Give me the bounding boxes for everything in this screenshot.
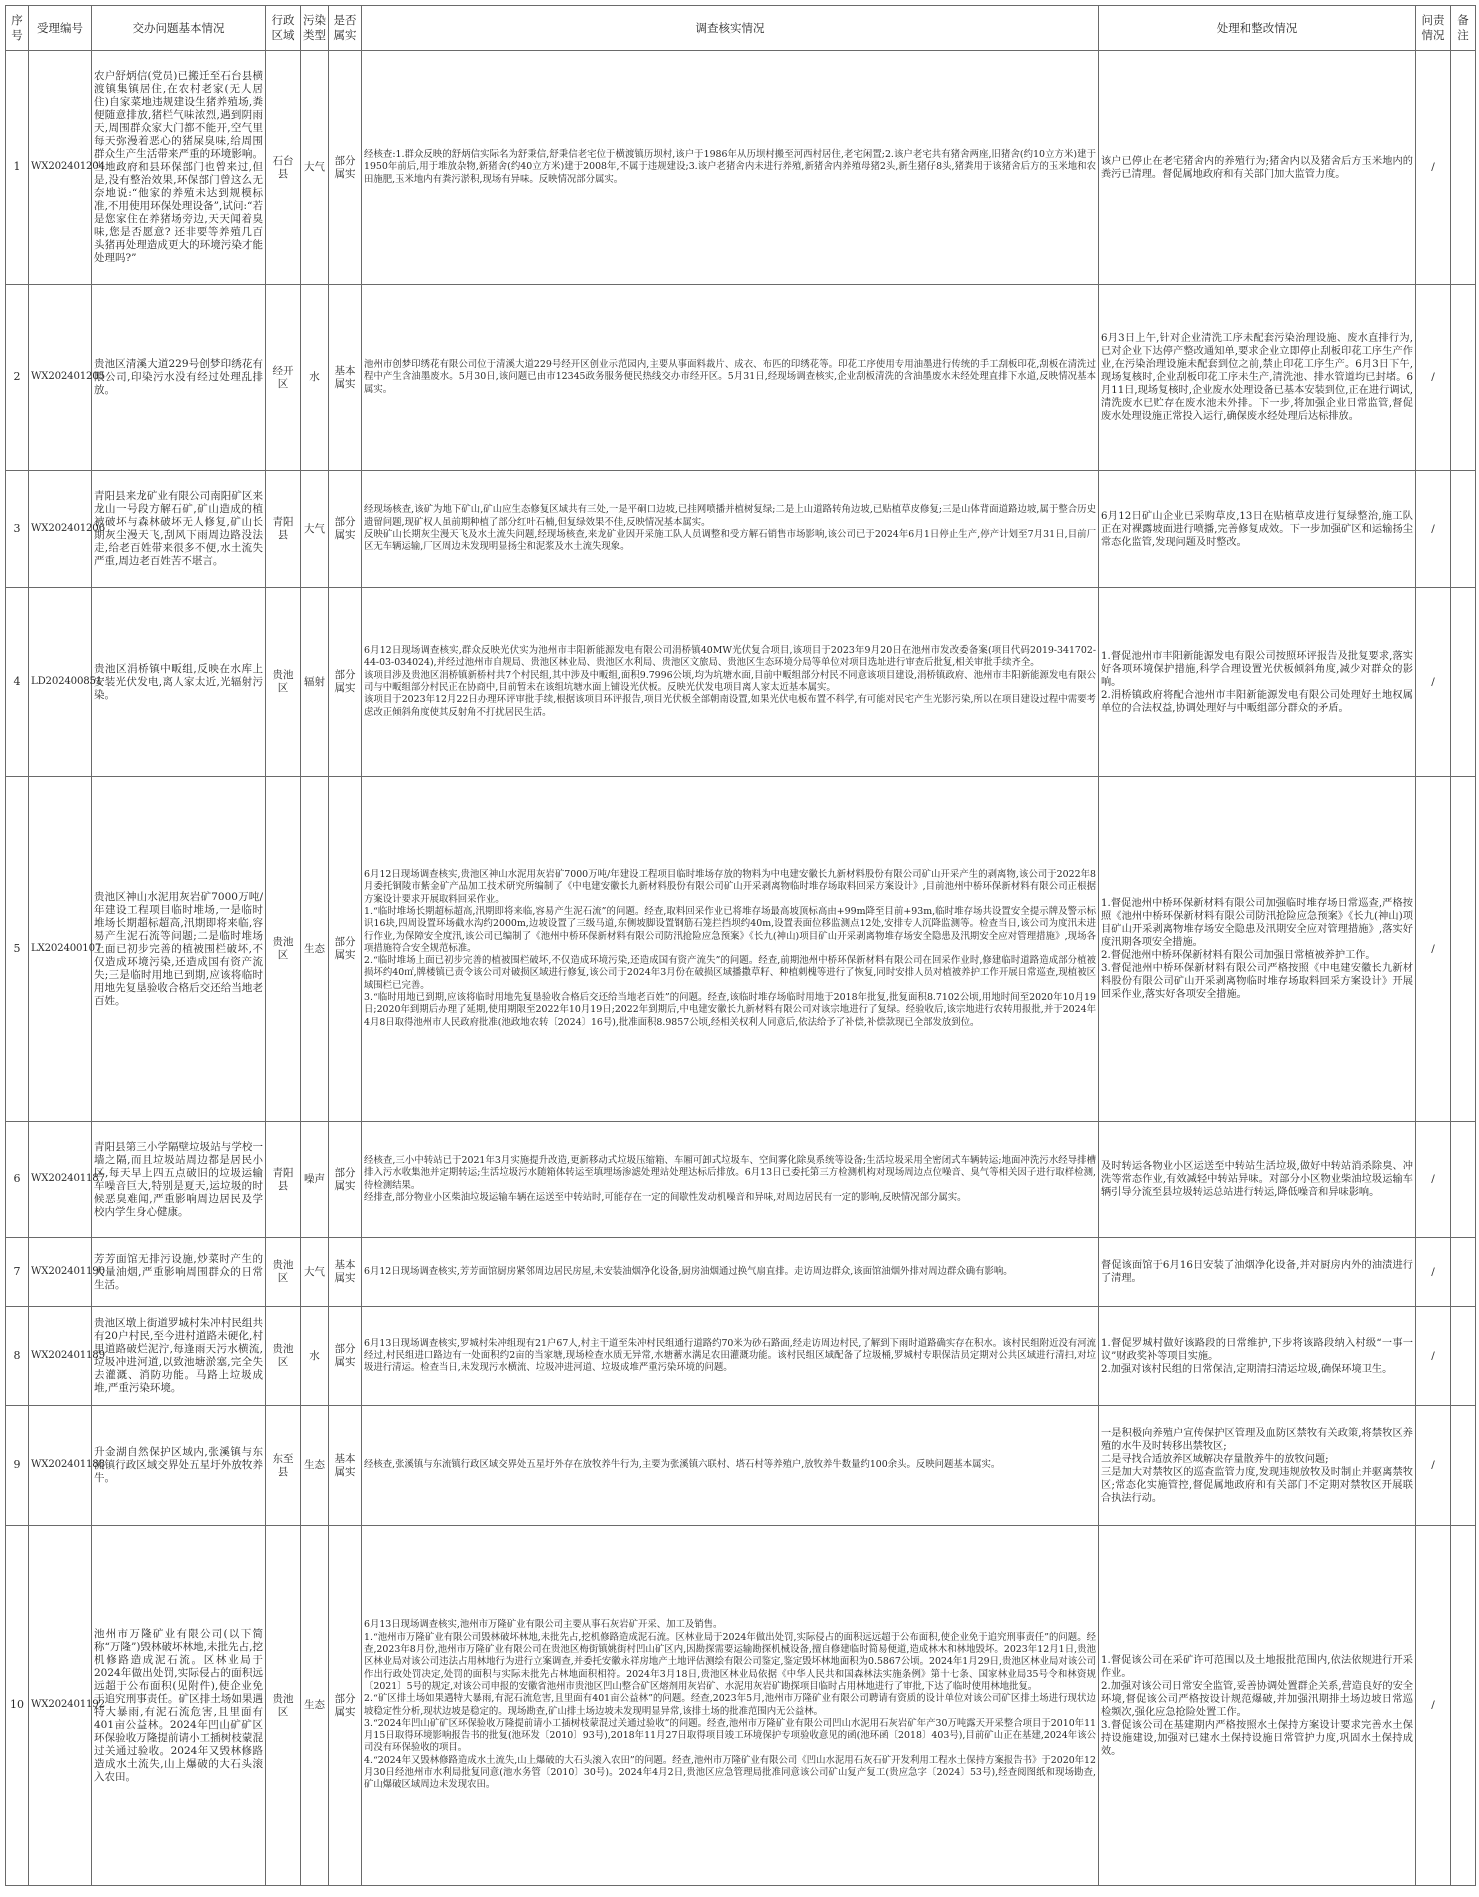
cell-accountability: / [1416, 1526, 1451, 1886]
cell-notes [1451, 1238, 1476, 1307]
cell-investigation [362, 51, 1099, 285]
cell-region: 经开区 [266, 285, 301, 471]
investigation-paragraph: 反映矿山长期灰尘漫天飞及水土流失问题,经现场核查,来龙矿业因开采施工队人员调整和受方解石销售市场影响,该公司已于2024年6月1日停止生产,停产计划至7月31日,目前厂区无车辆运输,厂区周边未发现明显扬尘和泥浆及水土流失现象。 [364, 529, 1096, 553]
cell-notes [1451, 51, 1476, 285]
cell-issue: 贵池区墩上街道罗城村朱冲村民组共有20户村民,至今进村道路未硬化,村里道路破烂泥泞,每逢雨天污水横流,垃圾冲进河道,以致池塘淤塞,完全失去灌溉、消防功能。马路上垃圾成堆,严重污染环境。 [92, 1307, 266, 1406]
table-row [6, 51, 1476, 285]
cell-investigation [362, 285, 1099, 471]
investigation-paragraph: 经核查,三小中转站已于2021年3月实施提升改造,更新移动式垃圾压缩箱、车厢可卸式垃圾车、空间雾化除臭系统等设备;生活垃圾采用全密闭式车辆转运;地面冲洗污水经导排槽排入污水收集池并定期转运;生活垃圾污水随箱体转运至填埋场渗滤处理站处理达标后排放。6月13日已委托第三方检测机构对现场周边点位噪音、臭气等相关因子进行取样检测,待检测结果。 [364, 1154, 1096, 1191]
investigation-paragraph: 6月12日现场调查核实,群众反映光伏实为池州市丰阳新能源发电有限公司涓桥镇40MW光伏复合项目,该项目于2023年9月20日在池州市发改委备案(项目代码2019-341702-44-03-034024),并经过池州市自规局、贵池区林业局、贵池区水利局、贵池区文旅局、贵池区生态环境分局等单位对项目选址进行审查后批复,相关审批手续齐全。 [364, 645, 1096, 669]
remediation-paragraph: 3.督促池州中桥环保新材料有限公司严格按照《中电建安徽长九新材料股份有限公司矿山开采剥离物临时堆存场取料回采方案设计》开展回采作业,落实好各项安全措施。 [1101, 963, 1413, 1000]
cell-remediation [1099, 1122, 1416, 1238]
cell-verified: 部分属实 [329, 1307, 362, 1406]
remediation-paragraph: 及时转运各物业小区运送至中转站生活垃圾,做好中转站消杀除臭、冲洗等常态作业,有效减轻中转站异味。对部分小区物业柴油垃圾运输车辆引导分流至县垃圾转运总站进行转运,降低噪音和异味影响。 [1101, 1161, 1413, 1198]
cell-code: WX202401189 [29, 1307, 92, 1406]
investigation-paragraph: 该项目于2023年12月22日办理环评审批手续,根据该项目环评报告,项目光伏板全部朝南设置,如果光伏电板布置不科学,有可能对民宅产生光影污染,所以在项目建设过程中需要考虑改正倾斜角度使其反射角不打扰居民生活。 [364, 694, 1096, 718]
cell-remediation [1099, 777, 1416, 1122]
cell-region: 石台县 [266, 51, 301, 285]
table-row [6, 471, 1476, 588]
investigation-paragraph: 经现场核查,该矿为地下矿山,矿山应生态修复区域共有三处,一是平硐口边坡,已挂网喷播并植树复绿;二是上山道路转角边坡,已贴植草皮修复;三是山体背面道路边坡,属于整合历史遗留问题,现矿权人虽前期种植了部分红叶石楠,但复绿效果不佳,反映情况基本属实。 [364, 504, 1096, 528]
cell-issue: 芳芳面馆无排污设施,炒菜时产生的大量油烟,严重影响周围群众的日常生活。 [92, 1238, 266, 1307]
remediation-paragraph: 一是积极向养殖户宣传保护区管理及血防区禁牧有关政策,将禁牧区养殖的水牛及时转移出禁牧区; [1101, 1427, 1413, 1452]
cell-notes [1451, 777, 1476, 1122]
table-row [6, 1238, 1476, 1307]
investigation-paragraph: 1.“池州市万隆矿业有限公司毁林破坏林地,未批先占,挖机修路造成泥石流。区林业局于2024年做出处罚,实际侵占的面积远远超于公布面积,使企业免于追究刑事责任”的问题。经查,2023年8月份,池州市万隆矿业有限公司在贵池区梅街镇姚街村凹山矿区内,因勘探需要运输勘探机械设备,擅自修建临时简易便道,造成林木和林地毁坏。2023年12月1日,贵池区林业局对该公司违法占用林地行为进行立案调查,并委托安徽永祥房地产土地评估测绘有限公司鉴定,鉴定毁坏林地面积为0.5867公顷。2024年1月29日,贵池区林业局对该公司作出行政处罚决定,处罚的面积与实际未批先占林地面积相符。2024年3月18日,贵池区林业局依据《中华人民共和国森林法实施条例》第十七条、国家林业局35号令和林资规〔2021〕5号的规定,对该公司申报的安徽省池州市贵池区凹山整合矿区熔剂用灰岩矿、水泥用灰岩矿勘探项目临时占用林地进行了审批,下达了临时使用林地批复。 [364, 1631, 1096, 1692]
remediation-paragraph: 6月3日上午,针对企业清洗工序未配套污染治理设施、废水直排行为,已对企业下达停产整改通知单,要求企业立即停止刮板印花工序生产作业,在污染治理设施未配套到位之前,禁止印花工序生产。6月3日下午,现场复核时,企业刮板印花工序未生产,清洗池、排水管道均已封堵。6月11日,现场复核时,企业废水处理设备已基本安装到位,正在进行调试,清洗废水已贮存在废水池未外排。下一步,将加强企业日常监管,督促废水处理设施正常投入运行,确保废水经处理后达标排放。 [1101, 333, 1413, 422]
cell-notes [1451, 588, 1476, 777]
cell-verified: 部分属实 [329, 777, 362, 1122]
cell-seq: 2 [6, 285, 29, 471]
cell-issue: 升金湖自然保护区域内,张溪镇与东流镇行政区域交界处五星圩外放牧养牛。 [92, 1406, 266, 1526]
investigation-paragraph: 经核查,张溪镇与东流镇行政区域交界处五星圩外存在放牧养牛行为,主要为张溪镇六联村、塔石村等养殖户,放牧养牛数量约100余头。反映问题基本属实。 [364, 1459, 1001, 1471]
cell-code: WX202401190 [29, 1238, 92, 1307]
cell-verified: 部分属实 [329, 471, 362, 588]
cell-issue: 贵池区涓桥镇中畈组,反映在水库上安装光伏发电,离人家太近,光辐射污染。 [92, 588, 266, 777]
investigation-paragraph: 1.“临时堆场长期超标超高,汛期即将来临,容易产生泥石流”的问题。经查,取料回采作业已将堆存场最高坡顶标高由+99m降至目前+93m,临时堆存场共设置安全提示牌及警示标识16块,四周设置环场截水沟约2000m,边坡设置了三级马道,东侧坡脚设置钢筋石笼拦挡坝约40m,设置表面位移监测点12处,安排专人沉降监测等。检查当日,该公司为度汛未进行作业,为保障安全度汛,该公司已编制了《池州中桥环保新材料有限公司防汛抢险应急预案》《长九(神山)项目矿山开采剥离物堆存场安全隐患及汛期安全应对管理措施》,现场各项措施符合安全规范标准。 [364, 905, 1096, 954]
cell-seq: 1 [6, 51, 29, 285]
cell-verified: 基本属实 [329, 1238, 362, 1307]
cell-accountability: / [1416, 471, 1451, 588]
cell-investigation [362, 1122, 1099, 1238]
investigation-paragraph: 3.“临时用地已到期,应该将临时用地先复垦验收合格后交还给当地老百姓”的问题。经查,该临时堆存场临时用地于2018年批复,批复面积8.7102公顷,用地时间至2020年10月19日;2020年到期后办理了延期,使用期限至2022年10月19日;2022年到期后,中电建安徽长九新材料有限公司对该宗地进行了复绿。经验收后,该宗地进行农转用报批,并于2024年4月8日取得池州市人民政府批准(池政地农转〔2024〕16号),批准面积8.9857公顷,经相关权利人同意后,依法给予了补偿,补偿款现已全部发放到位。 [364, 992, 1096, 1028]
cell-remediation [1099, 1406, 1416, 1526]
remediation-paragraph: 1.督促罗城村做好该路段的日常维护,下步将该路段纳入村级“一事一议”财政奖补等项目实施。 [1101, 1337, 1413, 1362]
cell-pollution: 生态 [301, 1526, 329, 1886]
cell-region: 青阳县 [266, 471, 301, 588]
cell-code: WX202401192 [29, 1526, 92, 1886]
remediation-paragraph: 2.督促池州中桥环保新材料有限公司加强日常植被养护工作。 [1101, 950, 1376, 961]
cell-pollution: 大气 [301, 471, 329, 588]
investigation-paragraph: 6月13日现场调查核实,罗城村朱冲组现有21户67人,村主干道至朱冲村民组通行道路约70米为砂石路面,经走访周边村民,了解到下雨时道路确实存在积水。该村民组附近没有河流经过,村民组进口路边有一处面积约2亩的当家塘,现场检查水质无异常,水塘蓄水满足农田灌溉功能。该村民组区域配备了垃圾桶,罗城村专职保洁员定期对公共区域进行清扫,对垃圾进行清运。检查当日,未发现污水横流、垃圾冲进河道、垃圾成堆严重污染环境的问题。 [364, 1337, 1096, 1374]
remediation-paragraph: 1.督促池州中桥环保新材料有限公司加强临时堆存场日常巡查,严格按照《池州中桥环保新材料有限公司防汛抢险应急预案》《长九(神山)项目矿山开采剥离物堆存场安全隐患及汛期安全应对管理措施》,落实好度汛期各项安全措施。 [1101, 898, 1413, 948]
remediation-paragraph: 3.督促该公司在基建期内严格按照水土保持方案设计要求完善水土保持设施建设,加强对已建水土保持设施日常管护力度,巩固水土保持成效。 [1101, 1719, 1413, 1757]
investigation-paragraph: 2.“矿区排土场如果遇特大暴雨,有泥石流危害,且里面有401亩公益林”的问题。经查,2023年5月,池州市万隆矿业有限公司聘请有资质的设计单位对该公司矿区排土场进行现状边坡稳定性分析,现状边坡是稳定的。现场勘查,矿山排土场边坡未发现明显异常,该排土场的批准范围内无公益林。 [364, 1693, 1096, 1717]
table-row [6, 1406, 1476, 1526]
cell-accountability: / [1416, 1406, 1451, 1526]
cell-seq: 7 [6, 1238, 29, 1307]
cell-notes [1451, 1526, 1476, 1886]
cell-notes [1451, 285, 1476, 471]
investigation-paragraph: 该项目涉及贵池区涓桥镇新桥村共7个村民组,其中涉及中畈组,面积9.7996公顷,均为坑塘水面,目前中畈组部分村民不同意该项目建设,涓桥镇政府、池州市丰阳新能源发电有限公司与中畈组部分村民正在协商中,目前暂未在该组坑塘水面上铺设光伏板。反映光伏发电项目离人家太近基本属实。 [364, 669, 1096, 693]
cell-accountability: / [1416, 588, 1451, 777]
cell-verified: 部分属实 [329, 51, 362, 285]
header-notes: 备注 [1451, 6, 1476, 51]
cell-code: LX202400107 [29, 777, 92, 1122]
remediation-paragraph: 二是寻找合适放养区域解决存量散养牛的放牧问题; [1101, 1453, 1329, 1465]
remediation-paragraph: 6月12日矿山企业已采购草皮,13日在贴植草皮进行复绿整治,施工队正在对裸露坡面进行喷播,完善修复成效。下一步加强矿区和运输扬尘常态化监管,发现问题及时整改。 [1101, 510, 1413, 548]
table-row [6, 1307, 1476, 1406]
investigation-paragraph: 3.“2024年凹山矿矿区环保验收万隆提前请小工插树枝蒙混过关通过验收”的问题。经查,池州市万隆矿业有限公司凹山水泥用石灰岩矿年产30万吨露天开采整合项目于2010年11月15日取得环境影响报告书的批复(池环发〔2010〕93号),2018年11月27日取得项目竣工环境保护专项验收意见的函(池环函〔2018〕403号),目前矿山正在基建,2024年该公司没有环保验收的项目。 [364, 1717, 1096, 1754]
cell-region: 东至县 [266, 1406, 301, 1526]
cell-code: LD202400851 [29, 588, 92, 777]
cell-code: WX202401206 [29, 471, 92, 588]
cell-investigation [362, 777, 1099, 1122]
remediation-paragraph: 该户已停止在老宅猪舍内的养殖行为;猪舍内以及猪舍后方玉米地内的粪污已清理。督促属地政府和有关部门加大监管力度。 [1101, 155, 1413, 180]
cell-notes [1451, 471, 1476, 588]
cell-code: WX202401188 [29, 1406, 92, 1526]
table-row [6, 1122, 1476, 1238]
cell-pollution: 水 [301, 1307, 329, 1406]
cell-pollution: 大气 [301, 51, 329, 285]
cell-seq: 8 [6, 1307, 29, 1406]
table-row [6, 777, 1476, 1122]
cell-notes [1451, 1406, 1476, 1526]
remediation-paragraph: 三是加大对禁牧区的巡查监管力度,发现违规放牧及时制止并驱离禁牧区;常态化实施管控,督促属地政府和有关部门不定期对禁牧区开展联合执法行动。 [1101, 1466, 1413, 1504]
investigation-paragraph: 2.“临时堆场上面已初步完善的植被围栏破坏,不仅造成环境污染,还造成国有资产流失”的问题。经查,前期池州中桥环保新材料有限公司在回采作业时,修建临时道路造成部分植被损坏约40㎡,牌楼镇已责令该公司对破损区域进行修复,该公司于2024年3月份在破损区域播撒草籽、种植刺槐等进行了恢复,同时安排人员对植被养护工作开展日常巡查,现植被区域围栏已完善。 [364, 955, 1096, 991]
cell-accountability: / [1416, 285, 1451, 471]
cell-seq: 5 [6, 777, 29, 1122]
header-investigation: 调查核实情况 [362, 6, 1099, 51]
remediation-paragraph: 1.督促池州市丰阳新能源发电有限公司按照环评报告及批复要求,落实好各项环境保护措施,科学合理设置光伏板倾斜角度,减少对群众的影响。 [1101, 650, 1413, 688]
cell-investigation [362, 588, 1099, 777]
cell-remediation [1099, 471, 1416, 588]
investigation-paragraph: 池州市创梦印绣花有限公司位于清溪大道229号经开区创业示范园内,主要从事面料裁片、成衣、布匹的印绣花等。印花工序使用专用油墨进行传统的手工刮板印花,刮板在清洗过程中产生含油墨废水。5月30日,该问题已由市12345政务服务便民热线交办市经开区。5月31日,经现场调查核实,企业刮板清洗的含油墨废水未经处理直排下水道,反映情况基本属实。 [364, 359, 1096, 395]
cell-seq: 9 [6, 1406, 29, 1526]
cell-region: 贵池区 [266, 1526, 301, 1886]
cell-seq: 10 [6, 1526, 29, 1886]
complaint-report-table [5, 5, 1476, 1886]
header-code: 受理编号 [29, 6, 92, 51]
cell-pollution: 噪声 [301, 1122, 329, 1238]
cell-pollution: 生态 [301, 1406, 329, 1526]
cell-seq: 4 [6, 588, 29, 777]
cell-investigation [362, 1238, 1099, 1307]
cell-notes [1451, 1122, 1476, 1238]
cell-verified: 部分属实 [329, 1122, 362, 1238]
header-issue: 交办问题基本情况 [92, 6, 266, 51]
remediation-paragraph: 督促该面馆于6月16日安装了油烟净化设备,并对厨房内外的油渍进行了清理。 [1101, 1260, 1413, 1284]
remediation-paragraph: 2.加强对该公司日常安全监管,妥善协调处置群企关系,营造良好的安全环境,督促该公司严格按设计规范爆破,并加强汛期排土场边坡日常巡检频次,强化应急抢险处置工作。 [1101, 1680, 1413, 1718]
cell-remediation [1099, 51, 1416, 285]
cell-remediation [1099, 1526, 1416, 1886]
cell-seq: 6 [6, 1122, 29, 1238]
cell-verified: 部分属实 [329, 1526, 362, 1886]
cell-verified: 基本属实 [329, 1406, 362, 1526]
investigation-paragraph: 6月13日现场调查核实,池州市万隆矿业有限公司主要从事石灰岩矿开采、加工及销售。 [364, 1619, 723, 1631]
investigation-paragraph: 6月12日现场调查核实,贵池区神山水泥用灰岩矿7000万吨/年建设工程项目临时堆场存放的物料为中电建安徽长九新材料股份有限公司矿山开采产生的剥离物,该公司于2022年8月委托铜陵市紫金矿产品加工技术研究所编制了《中电建安徽长九新材料股份有限公司矿山开采剥离物临时堆存场取料回采方案设计》,目前池州中桥环保新材料有限公司正根据方案设计要求开展取料回采作业。 [364, 869, 1096, 905]
cell-region: 贵池区 [266, 1238, 301, 1307]
header-accountability: 问责情况 [1416, 6, 1451, 51]
cell-investigation [362, 1307, 1099, 1406]
cell-seq: 3 [6, 471, 29, 588]
cell-investigation [362, 1526, 1099, 1886]
cell-pollution: 生态 [301, 777, 329, 1122]
header-remediation: 处理和整改情况 [1099, 6, 1416, 51]
cell-accountability: / [1416, 777, 1451, 1122]
table-header-row [6, 6, 1476, 51]
cell-investigation [362, 471, 1099, 588]
cell-pollution: 大气 [301, 1238, 329, 1307]
investigation-paragraph: 6月12日现场调查核实,芳芳面馆厨房紧邻周边居民房屋,未安装油烟净化设备,厨房油烟通过换气扇直排。走访周边群众,该面馆油烟外排对周边群众确有影响。 [364, 1265, 1013, 1277]
cell-accountability: / [1416, 1307, 1451, 1406]
cell-region: 贵池区 [266, 588, 301, 777]
header-verified: 是否属实 [329, 6, 362, 51]
cell-issue: 青阳县第三小学隔壁垃圾站与学校一墙之隔,而且垃圾站周边都是居民小区,每天早上四五点破旧的垃圾运输车噪音巨大,特别是夏天,运垃圾的时候恶臭难闻,严重影响周边居民及学校内学生身心健康。 [92, 1122, 266, 1238]
header-pollution: 污染类型 [301, 6, 329, 51]
investigation-paragraph: 经排查,部分物业小区柴油垃圾运输车辆在运送至中转站时,可能存在一定的间歇性发动机噪音和异味,对周边居民有一定的影响,反映情况部分属实。 [364, 1191, 967, 1203]
cell-region: 贵池区 [266, 1307, 301, 1406]
cell-accountability: / [1416, 51, 1451, 285]
cell-code: WX202401204 [29, 51, 92, 285]
cell-remediation [1099, 285, 1416, 471]
cell-verified: 部分属实 [329, 588, 362, 777]
cell-investigation [362, 1406, 1099, 1526]
cell-issue: 农户舒炳信(党员)已搬迁至石台县横渡镇集镇居住,在农村老家(无人居住)自家菜地违规建设生猪养殖场,粪便随意排放,猪栏气味浓烈,遇到阴雨天,周围群众家大门都不能开,空气里每天弥漫着恶心的猪屎臭味,给周围群众生产生活带来严重的环境影响。当地政府和县环保部门也曾来过,但是,没有整治效果,环保部门曾这么无奈地说:“他家的养殖未达到规模标准,不用使用环保处理设备”,试问:“若是您家住在养猪场旁边,天天闻着臭味,您是否愿意? 还非要等养殖几百头猪再处理造成更大的环境污染才能处理吗?” [92, 51, 266, 285]
investigation-paragraph: 4.“2024年又毁林修路造成水土流失,山上爆破的大石头滚入农田”的问题。经查,池州市万隆矿业有限公司《凹山水泥用石灰石矿开发利用工程水土保持方案报告书》于2020年12月30日经池州市水利局批复同意(池水务管〔2010〕30号)。2024年4月2日,贵池区应急管理局批准同意该公司矿山复产复工(贵应急字〔2024〕53号),经查阅图纸和现场勘查,矿山爆破区域周边未发现农田。 [364, 1754, 1096, 1791]
cell-region: 青阳县 [266, 1122, 301, 1238]
header-seq: 序号 [6, 6, 29, 51]
table-row [6, 1526, 1476, 1886]
cell-accountability: / [1416, 1238, 1451, 1307]
cell-issue: 贵池区神山水泥用灰岩矿7000万吨/年建设工程项目临时堆场,一是临时堆场长期超标超高,汛期即将来临,容易产生泥石流等问题;二是临时堆场上面已初步完善的植被围栏破坏,不仅造成环境污染,还造成国有资产流失;三是临时用地已到期,应该将临时用地先复垦验收合格后交还给当地老百姓。 [92, 777, 266, 1122]
header-region: 行政区域 [266, 6, 301, 51]
cell-remediation [1099, 1238, 1416, 1307]
cell-notes [1451, 1307, 1476, 1406]
cell-remediation [1099, 1307, 1416, 1406]
table-row [6, 588, 1476, 777]
remediation-paragraph: 2.涓桥镇政府将配合池州市丰阳新能源发电有限公司处理好土地权属单位的合法权益,协调处理好与中畈组部分群众的矛盾。 [1101, 689, 1413, 714]
cell-pollution: 水 [301, 285, 329, 471]
investigation-paragraph: 经核查:1.群众反映的舒炳信实际名为舒秉信,舒秉信老宅位于横渡镇历坝村,该户于1986年从历坝村搬至河西村居住,老宅闲置;2.该户老宅共有猪舍两座,旧猪舍(约10立方米)建于1950年前后,用于堆放杂物,新猪舍(约40立方米)建于2008年,不属于违规建设;3.该户老猪舍内未进行养殖,新猪舍内养殖母猪2头,新生猪仔8头,猪粪用于该猪舍后方的玉米地和农田施肥,玉米地内有粪污淤积,现场有异味。反映情况部分属实。 [364, 149, 1096, 185]
cell-issue: 池州市万隆矿业有限公司(以下简称“万隆”)毁林破坏林地,未批先占,挖机修路造成泥石流。区林业局于2024年做出处罚,实际侵占的面积远远超于公布面积(见附件),使企业免于追究刑事责任。矿区排土场如果遇特大暴雨,有泥石流危害,且里面有401亩公益林。2024年凹山矿矿区环保验收万隆提前请小工插树枝蒙混过关通过验收。2024年又毁林修路造成水土流失,山上爆破的大石头滚入农田。 [92, 1526, 266, 1886]
cell-accountability: / [1416, 1122, 1451, 1238]
remediation-paragraph: 1.督促该公司在采矿许可范围以及土地报批范围内,依法依规进行开采作业。 [1101, 1654, 1413, 1679]
cell-region: 贵池区 [266, 777, 301, 1122]
remediation-paragraph: 2.加强对该村民组的日常保洁,定期清扫清运垃圾,确保环境卫生。 [1101, 1363, 1393, 1375]
cell-code: WX202401187 [29, 1122, 92, 1238]
table-row [6, 285, 1476, 471]
cell-code: WX202401205 [29, 285, 92, 471]
cell-pollution: 辐射 [301, 588, 329, 777]
cell-verified: 基本属实 [329, 285, 362, 471]
cell-remediation [1099, 588, 1416, 777]
cell-issue: 贵池区清溪大道229号创梦印绣花有限公司,印染污水没有经过处理乱排放。 [92, 285, 266, 471]
cell-issue: 青阳县来龙矿业有限公司南阳矿区来龙山一号段方解石矿,矿山造成的植被破坏与森林破坏无人修复,矿山长期灰尘漫天飞,刮风下雨周边路没法走,给老百姓带来很多不便,水土流失严重,周边老百姓苦不堪言。 [92, 471, 266, 588]
